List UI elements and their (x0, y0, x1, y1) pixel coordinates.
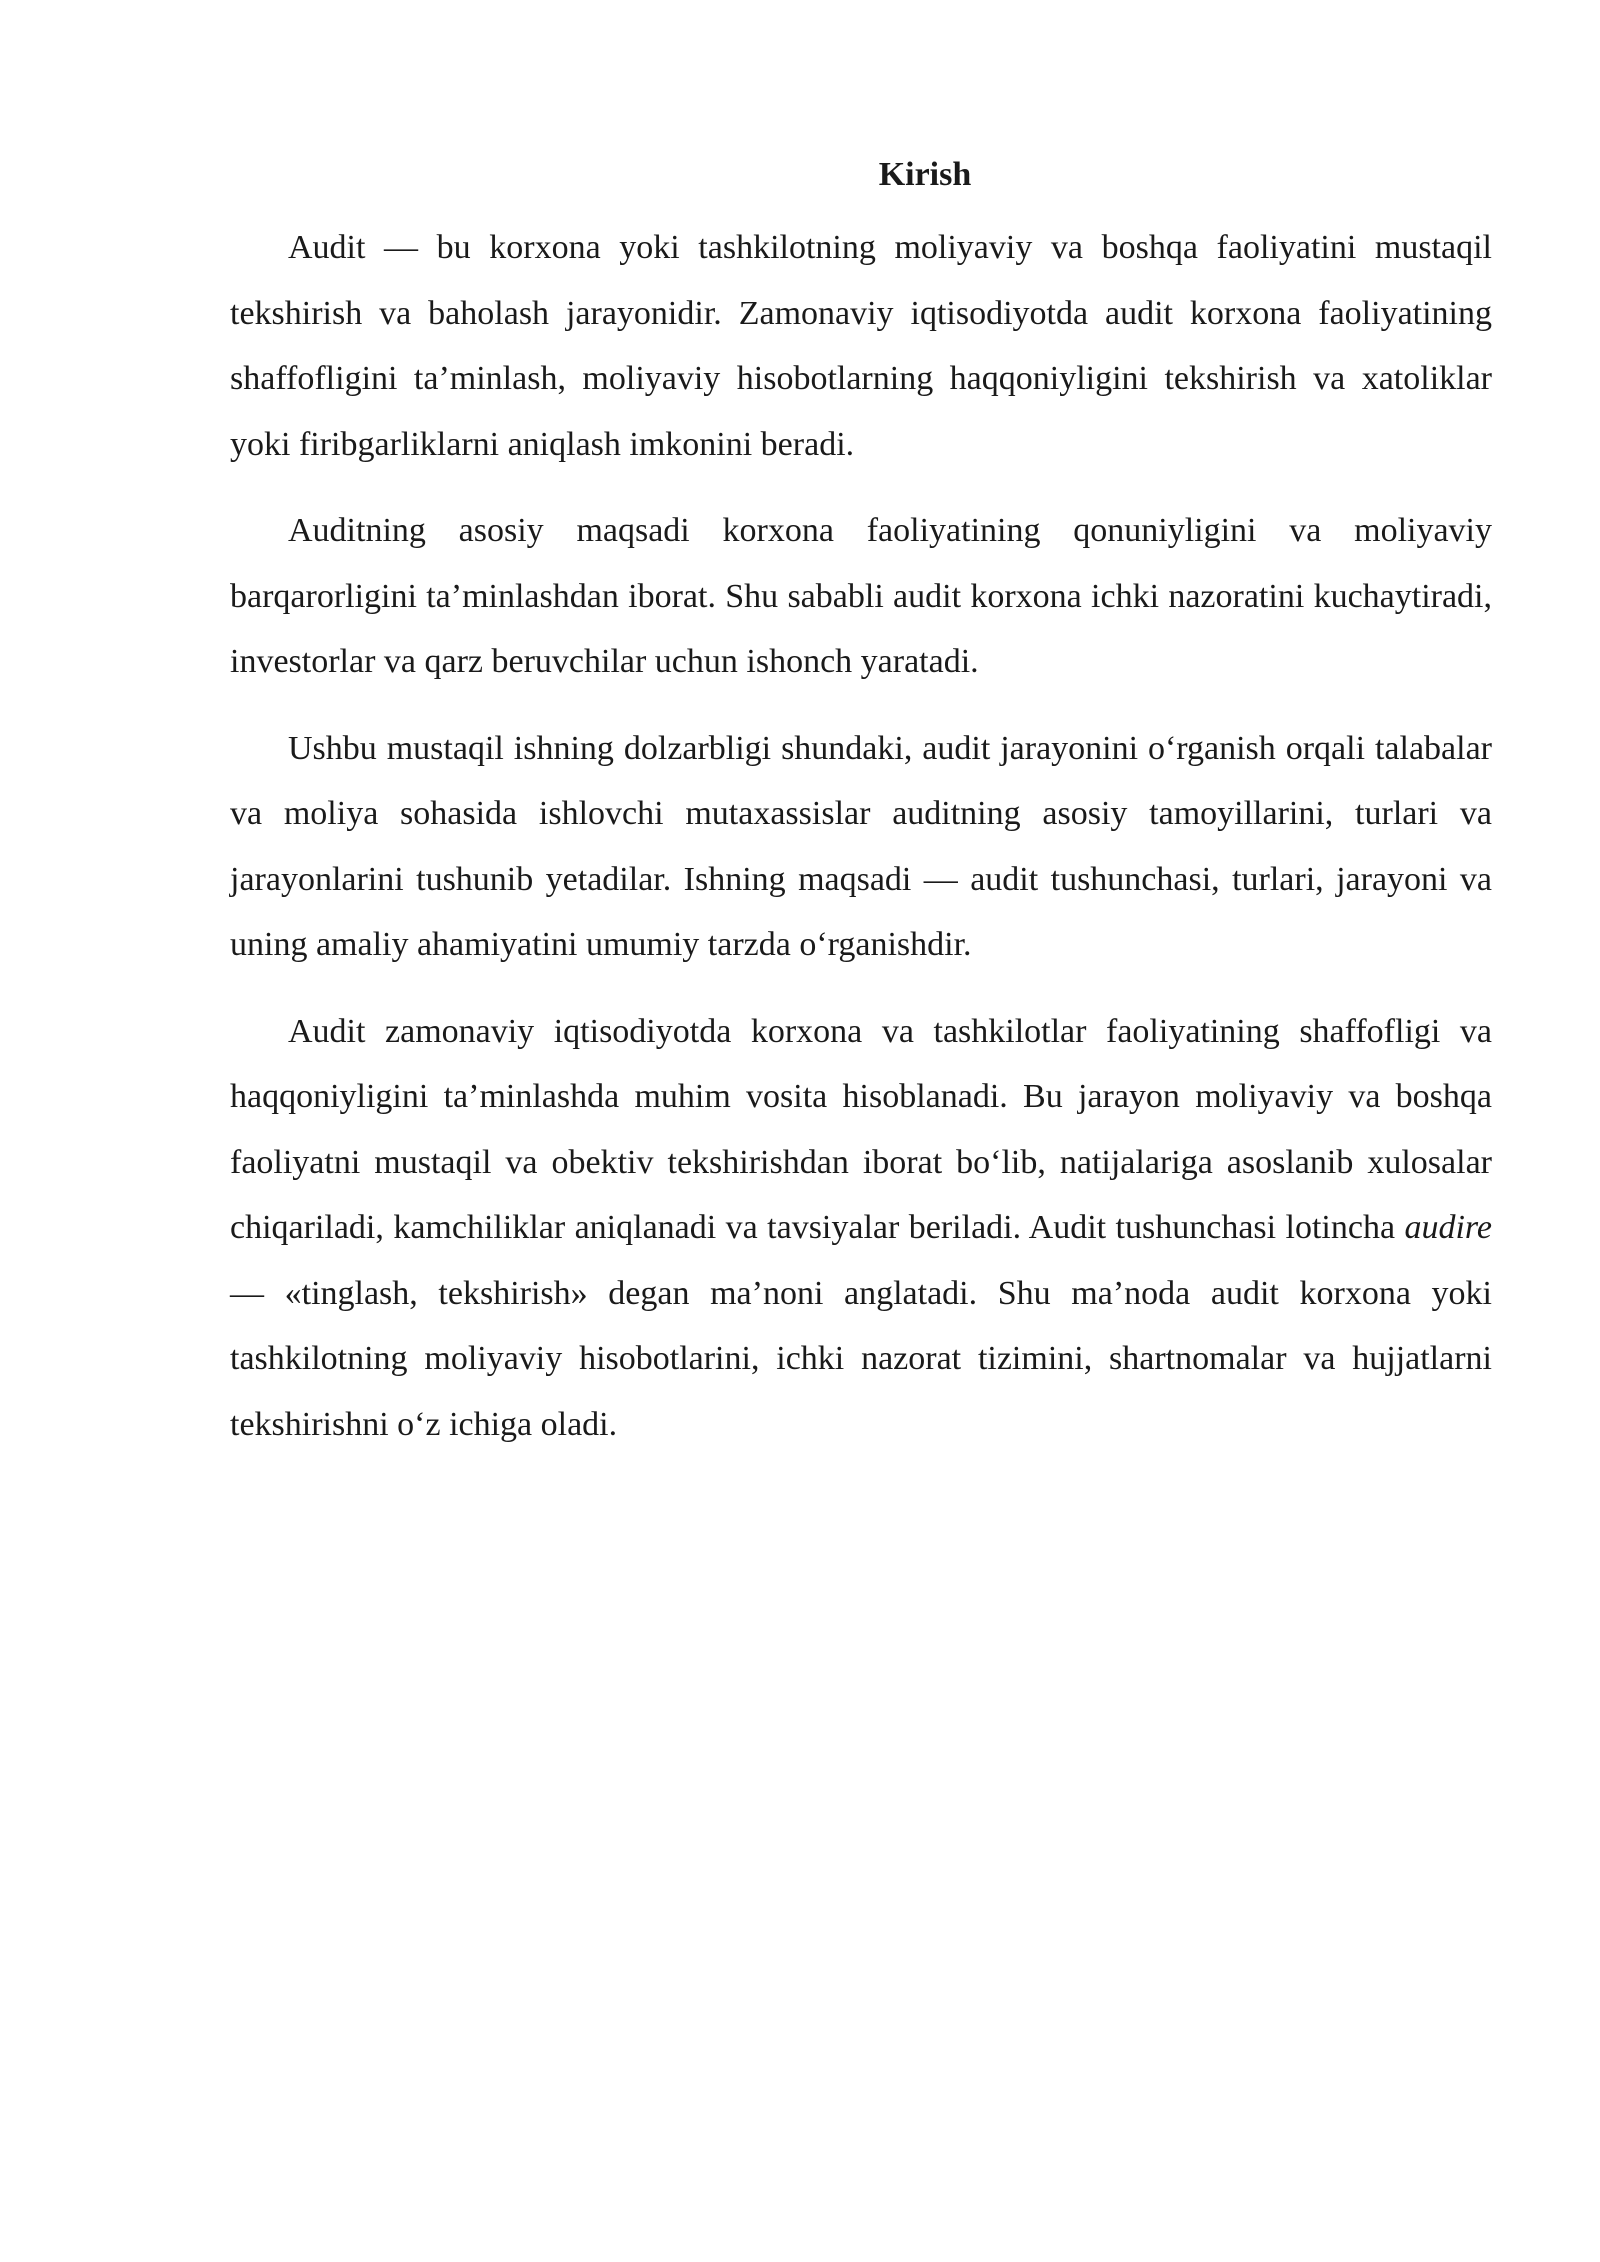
section-title: Kirish (878, 156, 972, 193)
paragraph-definition (230, 999, 1492, 1458)
paragraph-intro: Audit — bu korxona yoki tashkilotning moliyaviy va boshqa faoliyatini mustaqil tekshirish va baholash jarayonidir. Zamonaviy iqtisodiyotda audit korxona faoliyatining shaffofligini ta’minlash, moliyaviy hisobotlarning haqqoniyligini tekshirish va xatoliklar yoki firibgarliklarni aniqlash imkonini beradi. (230, 229, 1492, 463)
paragraph-goal: Auditning asosiy maqsadi korxona faoliyatining qonuniyligini va moliyaviy barqarorligini ta’minlashdan iborat. Shu sababli audit korxona ichki nazoratini kuchaytiradi, investorlar va qarz beruvchilar uchun ishonch yaratadi. (230, 512, 1492, 680)
document-body (230, 150, 1492, 1457)
paragraph-definition-part-2: — «tinglash, tekshirish» degan ma’noni anglatadi. Shu ma’noda audit korxona yoki tashkilotning moliyaviy hisobotlarini, ichki nazorat tizimini, shartnomalar va hujjatlarni tekshirishni o‘z ichiga oladi. (230, 1274, 1492, 1443)
paragraph-definition-part-1: Audit zamonaviy iqtisodiyotda korxona va tashkilotlar faoliyatining shaffofligi va haqqoniyligini ta’minlashda muhim vosita hisoblanadi. Bu jarayon moliyaviy va boshqa faoliyatni mustaqil va obektiv tekshirishdan iborat bo‘lib, natijalariga asoslanib xulosalar chiqariladi, kamchiliklar aniqlanadi va tavsiyalar beriladi. Audit tushunchasi lotincha (230, 1012, 1492, 1246)
latin-term: audire (1404, 1209, 1492, 1246)
paragraph-relevance: Ushbu mustaqil ishning dolzarbligi shundaki, audit jarayonini o‘rganish orqali talabalar va moliya sohasida ishlovchi mutaxassislar auditning asosiy tamoyillarini, turlari va jarayonlarini tushunib yetadilar. Ishning maqsadi — audit tushunchasi, turlari, jarayoni va uning amaliy ahamiyatini umumiy tarzda o‘rganishdir. (230, 729, 1492, 963)
